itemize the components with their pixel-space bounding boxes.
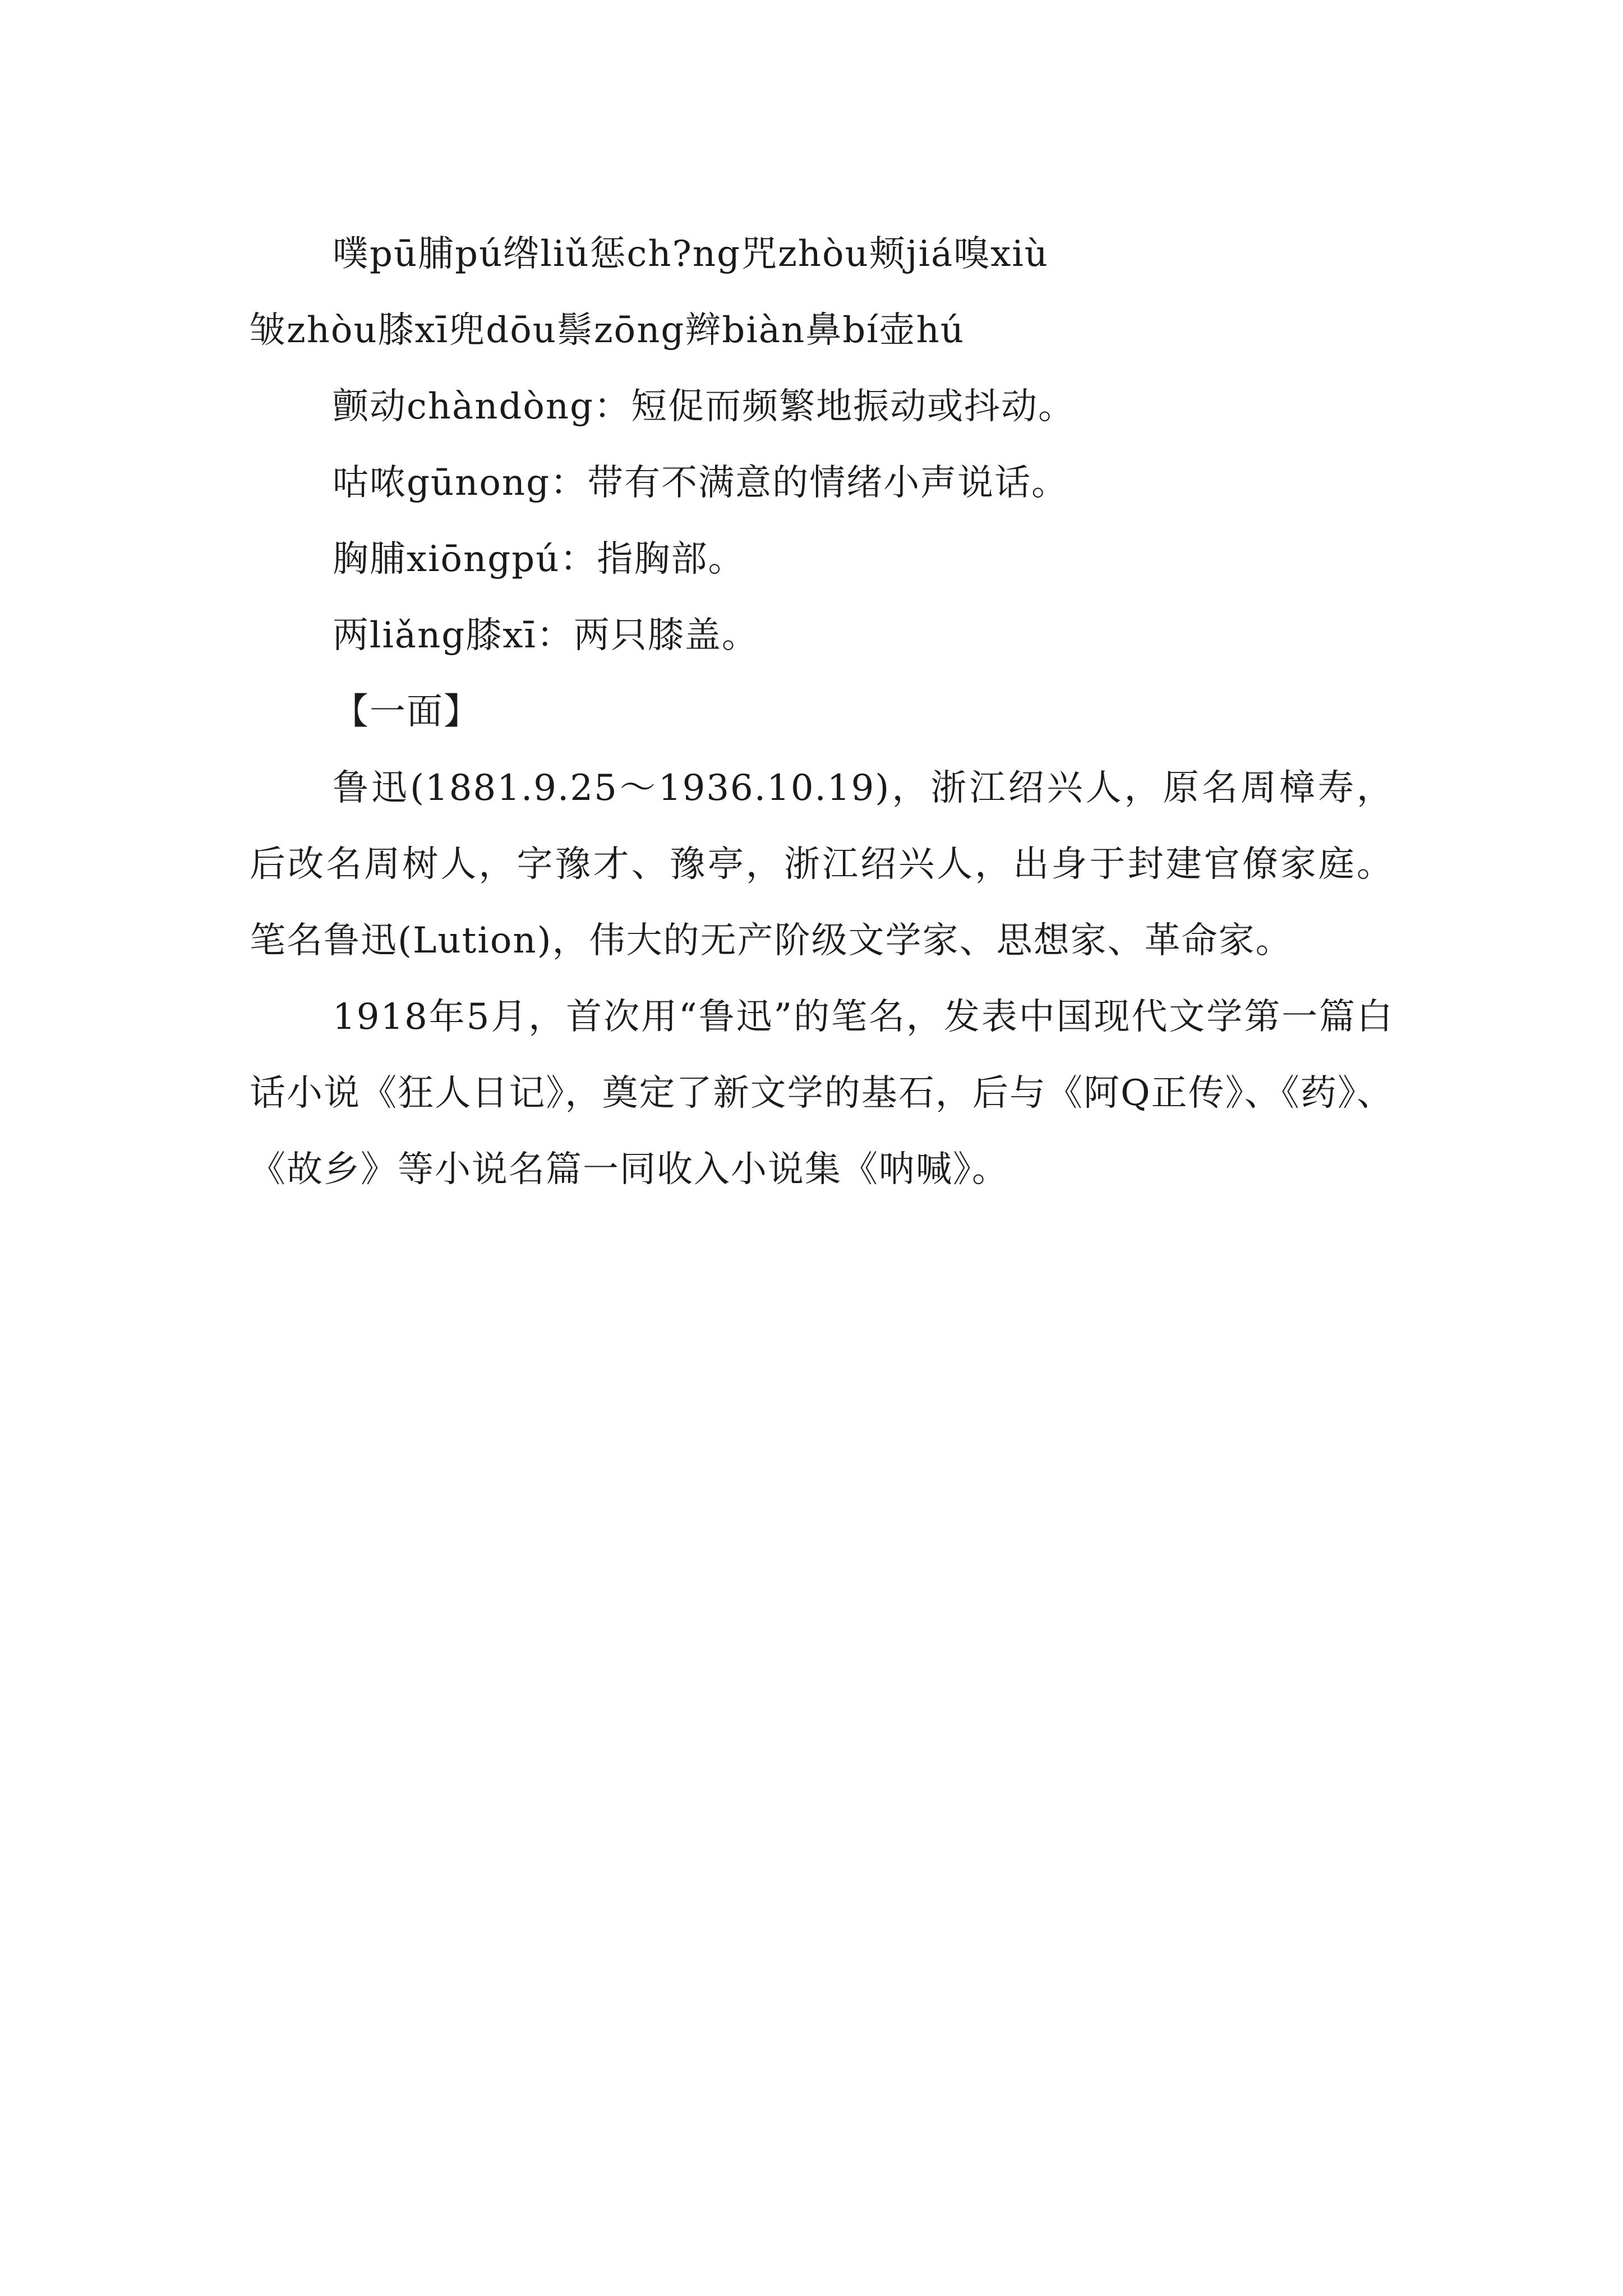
vocabulary-line-1: 噗pū脯pú绺liǔ惩ch?ng咒zhòu颊jiá嗅xiù xyxy=(333,233,1049,275)
biography-paragraph: 鲁迅(1881.9.25～1936.10.19)，浙江绍兴人，原名周樟寿，后改名周树人，字豫才、豫亭，浙江绍兴人，出身于封建官僚家庭。笔名鲁迅(Lution)，伟大的无产阶级文学家、思想家、革命家。 xyxy=(250,767,1394,961)
section-heading: 【一面】 xyxy=(333,691,481,733)
definition-xiongpu: 胸脯xiōngpú：指胸部。 xyxy=(333,539,745,580)
works-paragraph: 1918年5月，首次用“鲁迅”的笔名，发表中国现代文学第一篇白话小说《狂人日记》，奠定了新文学的基石，后与《阿Q正传》、《药》、《故乡》等小说名篇一同收入小说集《呐喊》。 xyxy=(250,996,1394,1190)
document-body xyxy=(250,216,1394,1208)
definition-liangxi: 两liǎng膝xī：两只膝盖。 xyxy=(333,615,759,656)
definition-gunong: 咕哝gūnong：带有不满意的情绪小声说话。 xyxy=(333,462,1069,504)
definition-chandong: 颤动chàndòng：短促而频繁地振动或抖动。 xyxy=(333,386,1076,427)
vocabulary-paragraph xyxy=(250,216,1394,369)
vocabulary-line-2: 皱zhòu膝xī兜dōu鬃zōng辫biàn鼻bí壶hú xyxy=(250,310,965,351)
